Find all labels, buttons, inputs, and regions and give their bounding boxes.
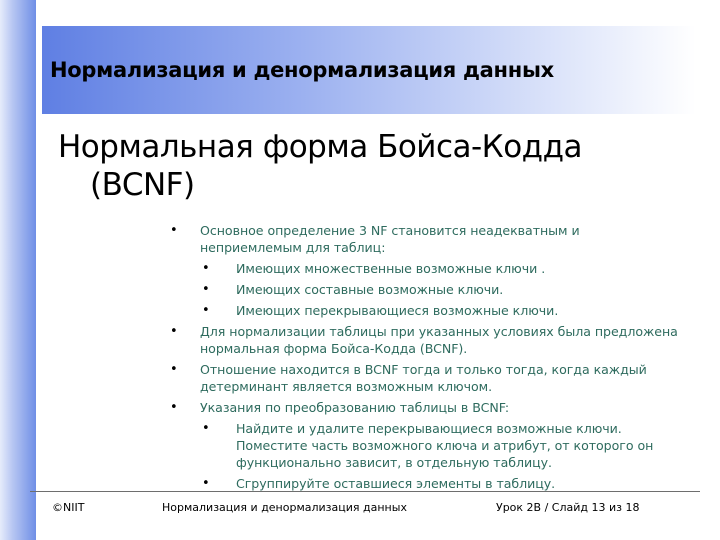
heading-line-2: (BCNF) [90,167,195,203]
bullet-dot-icon: • [202,303,210,318]
sub-bullet-item [160,281,680,298]
sub-bullet-item [160,420,680,471]
bullet-dot-icon: • [170,324,178,339]
bullet-list [160,222,680,496]
bullet-text: Имеющих множественные возможные ключи . [236,261,546,276]
bullet-dot-icon: • [202,261,210,276]
bullet-item [160,323,680,357]
bullet-text: Имеющих составные возможные ключи. [236,282,504,297]
bullet-item [160,361,680,395]
sub-bullet-item [160,475,680,492]
bullet-dot-icon: • [170,400,178,415]
footer-course-title: Нормализация и денормализация данных [162,501,407,514]
bullet-text: Основное определение 3 NF становится неадекватным и неприемлемым для таблиц: [200,223,580,255]
left-decorative-bar [0,0,36,540]
bullet-text: Для нормализации таблицы при указанных условиях была предложена нормальная форма Бойса-Кодда (BCNF). [200,324,678,356]
bullet-text: Отношение находится в BCNF тогда и только тогда, когда каждый детерминант является возможным ключом. [200,362,647,394]
footer-divider [30,491,700,492]
footer-page-number: Урок 2B / Слайд 13 из 18 [496,501,640,514]
bullet-text: Найдите и удалите перекрывающиеся возможные ключи. Поместите часть возможного ключа и атрибут, от которого он функционально зависит, в отдельную таблицу. [236,421,654,470]
bullet-dot-icon: • [202,476,210,491]
heading-line-1: Нормальная форма Бойса-Кодда [58,129,583,165]
bullet-dot-icon: • [202,421,210,436]
sub-bullet-item [160,302,680,319]
slide-heading [58,128,678,204]
bullet-item [160,399,680,416]
sub-bullet-item [160,260,680,277]
bullet-dot-icon: • [170,362,178,377]
slide-title: Нормализация и денормализация данных [50,58,554,82]
bullet-text: Сгруппируйте оставшиеся элементы в таблицу. [236,476,556,491]
bullet-item [160,222,680,256]
bullet-dot-icon: • [202,282,210,297]
bullet-dot-icon: • [170,223,178,238]
footer-copyright: ©NIIT [52,501,85,514]
bullet-text: Указания по преобразованию таблицы в BCNF: [200,400,510,415]
bullet-text: Имеющих перекрывающиеся возможные ключи. [236,303,559,318]
